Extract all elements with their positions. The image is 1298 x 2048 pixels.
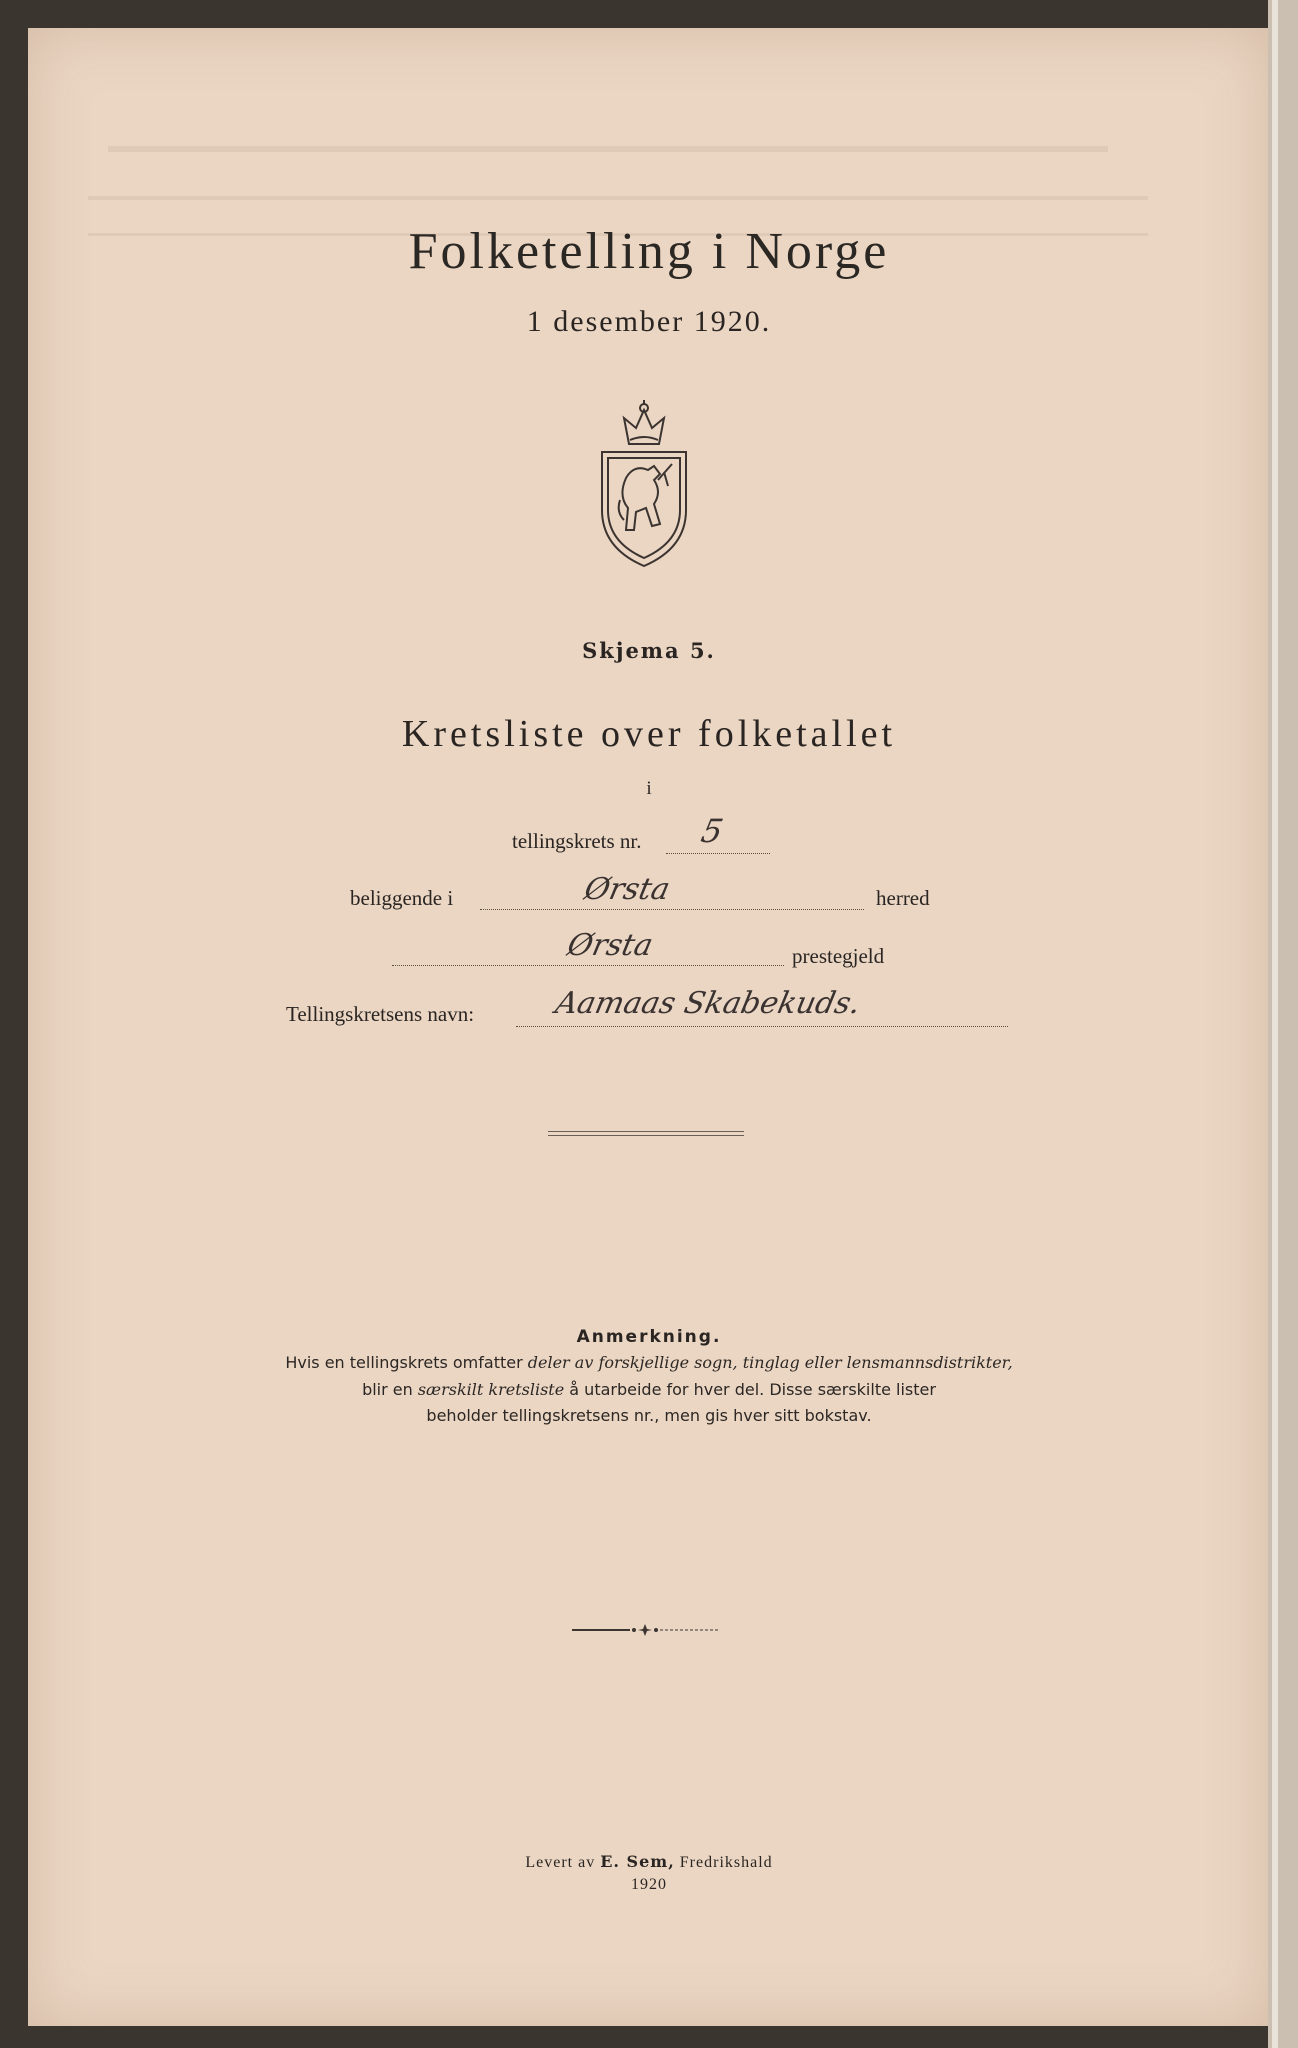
form-heading: Kretsliste over folketallet [401,713,897,755]
krets-navn-line [516,1026,1008,1027]
printer-year: 1920 [631,1876,667,1893]
printer-credit: Levert av E. Sem, Fredrikshald [525,1852,773,1871]
krets-navn-value: Aamaas Skabekuds. [552,986,864,1021]
show-through-trace [88,196,1148,200]
krets-navn-label: Tellingskretsens navn: [286,1002,475,1026]
note-line-2: blir en særskilt kretsliste å utarbeide for hver del. Disse særskilte lister [362,1380,936,1399]
beliggende-value: Ørsta [581,872,674,907]
document-title: Folketelling i Norge [408,223,890,280]
tellingskrets-label: tellingskrets nr. [512,829,642,853]
star-divider-icon [572,1624,718,1636]
beliggende-line [480,909,864,910]
tellingskrets-value: 5 [697,812,727,850]
note-line-1: Hvis en tellingskrets omfatter deler av forskjellige sogn, tinglag eller lensmannsdistrikter, [285,1353,1013,1372]
note-line-3: beholder tellingskretsens nr., men gis hver sitt bokstav. [426,1406,872,1425]
note-title: Anmerkning. [576,1327,722,1347]
show-through-trace [108,146,1108,152]
beliggende-label: beliggende i [350,886,454,910]
census-date: 1 desember 1920. [526,305,772,338]
divider-rule [548,1131,744,1136]
schema-number: Skjema 5. [582,638,716,663]
herred-label: herred [876,886,930,910]
norwegian-coat-of-arms-icon [594,400,694,568]
prestegjeld-label: prestegjeld [792,944,885,968]
tellingskrets-line [666,853,770,854]
connector-word: i [646,778,652,799]
prestegjeld-value: Ørsta [564,928,657,963]
prestegjeld-line [392,965,784,966]
